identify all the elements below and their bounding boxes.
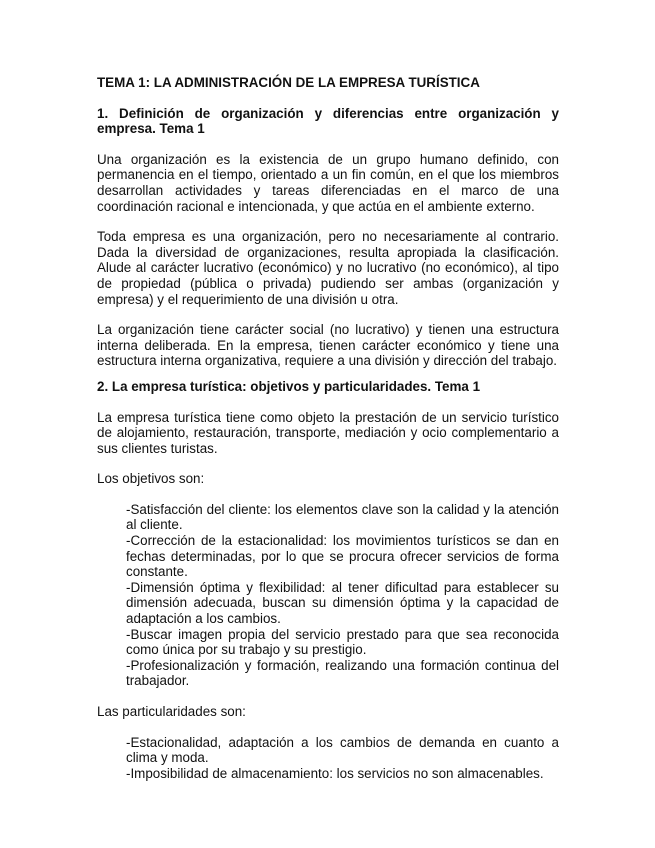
section-1-paragraph: La organización tiene carácter social (no lucrativo) y tienen una estructura interna deliberada. En la empresa, tienen carácter económico y tiene una estructura interna organizativa, requiere a una división y dirección del trabajo. xyxy=(97,322,559,369)
document-title: TEMA 1: LA ADMINISTRACIÓN DE LA EMPRESA TURÍSTICA xyxy=(97,75,480,90)
document-page xyxy=(97,75,559,796)
objective-item: -Profesionalización y formación, realizando una formación continua del trabajador. xyxy=(126,657,559,689)
section-2-heading: 2. La empresa turística: objetivos y particularidades. Tema 1 xyxy=(97,378,481,394)
particularities-list xyxy=(97,735,559,782)
objectives-label: Los objetivos son: xyxy=(97,471,205,487)
section-1-heading: 1. Definición de organización y diferencias entre organización y empresa. Tema 1 xyxy=(97,105,559,137)
objective-item: -Dimensión óptima y flexibilidad: al tener dificultad para establecer su dimensión adecuada, buscan su dimensión óptima y la capacidad de adaptación a los cambios. xyxy=(126,579,559,627)
objectives-list xyxy=(97,502,559,689)
section-1-paragraph: Una organización es la existencia de un grupo humano definido, con permanencia en el tiempo, orientado a un fin común, en el que los miembros desarrollan actividades y tareas diferenciadas en el marco de una coordinación racional e intencionada, y que actúa en el ambiente externo. xyxy=(97,151,559,214)
section-2-intro: La empresa turística tiene como objeto la prestación de un servicio turístico de alojamiento, restauración, transporte, mediación y ocio complementario a sus clientes turistas. xyxy=(97,409,559,456)
objective-item: -Buscar imagen propia del servicio prestado para que sea reconocida como única por su trabajo y su prestigio. xyxy=(126,626,559,658)
section-1-paragraph: Toda empresa es una organización, pero no necesariamente al contrario. Dada la diversidad de organizaciones, resulta apropiada la clasificación. Alude al carácter lucrativo (económico) y no lucrativo (no económico), al tipo de propiedad (pública o privada) pudiendo ser ambas (organización y empresa) y el requerimiento de una división u otra. xyxy=(97,229,559,307)
objective-item: -Corrección de la estacionalidad: los movimientos turísticos se dan en fechas determinadas, por lo que se procura ofrecer servicios de forma constante. xyxy=(126,533,559,580)
particularity-item: -Estacionalidad, adaptación a los cambios de demanda en cuanto a clima y moda. xyxy=(126,734,559,766)
particularity-item: -Imposibilidad de almacenamiento: los servicios no son almacenables. xyxy=(126,765,544,781)
particularities-label: Las particularidades son: xyxy=(97,704,246,719)
objective-item: -Satisfacción del cliente: los elementos clave son la calidad y la atención al cliente. xyxy=(126,501,559,533)
